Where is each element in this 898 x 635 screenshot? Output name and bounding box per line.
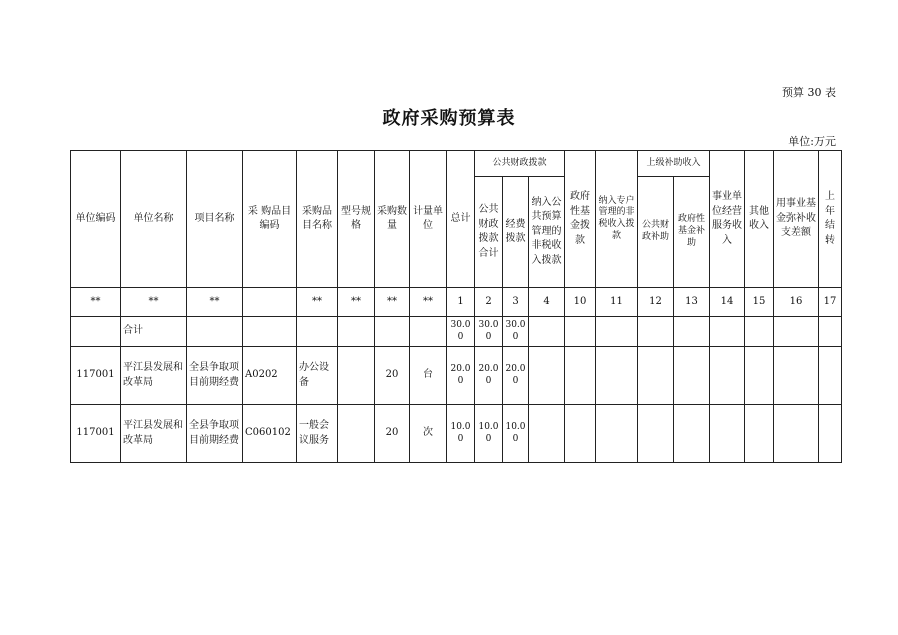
column-number-cell: 2 xyxy=(475,288,503,317)
subtotal-cell: 10.00 xyxy=(475,405,503,463)
column-number-cell: ** xyxy=(375,288,410,317)
empty-cell xyxy=(338,317,375,347)
item-code-cell: A0202 xyxy=(243,347,297,405)
header-special-account: 纳入专户管理的非税收入拨款 xyxy=(596,151,638,288)
header-public-finance-group: 公共财政拨款 xyxy=(475,151,565,177)
header-business-income: 事业单位经营服务收入 xyxy=(710,151,745,288)
empty-cell xyxy=(774,317,819,347)
procurement-budget-table xyxy=(70,150,842,463)
empty-cell xyxy=(565,347,596,405)
empty-cell xyxy=(745,405,774,463)
subtotal-cell: 20.00 xyxy=(475,347,503,405)
empty-cell xyxy=(529,405,565,463)
column-number-cell: 10 xyxy=(565,288,596,317)
header-carryover: 上年结转 xyxy=(819,151,842,288)
header-project-name: 项目名称 xyxy=(187,151,243,288)
empty-cell xyxy=(674,405,710,463)
empty-cell xyxy=(638,317,674,347)
spec-cell xyxy=(338,405,375,463)
column-number-cell: ** xyxy=(297,288,338,317)
expense-cell: 10.00 xyxy=(503,405,529,463)
page-title: 政府采购预算表 xyxy=(382,108,516,129)
empty-cell xyxy=(774,405,819,463)
empty-cell xyxy=(674,347,710,405)
column-number-cell: 13 xyxy=(674,288,710,317)
header-gov-fund: 政府性基金拨款 xyxy=(565,151,596,288)
header-item-name: 采购品目名称 xyxy=(297,151,338,288)
empty-cell xyxy=(819,317,842,347)
column-number-cell: ** xyxy=(187,288,243,317)
empty-cell xyxy=(243,317,297,347)
empty-cell xyxy=(596,347,638,405)
empty-cell xyxy=(71,317,121,347)
header-public-finance-subsidy: 公共财政补助 xyxy=(638,177,674,288)
column-number-cell: ** xyxy=(71,288,121,317)
header-unit-code: 单位编码 xyxy=(71,151,121,288)
column-number-cell: ** xyxy=(121,288,187,317)
header-other-income: 其他收入 xyxy=(745,151,774,288)
header-fund-balance: 用事业基金弥补收支差额 xyxy=(774,151,819,288)
unit-code-cell: 117001 xyxy=(71,405,121,463)
total-cell: 10.00 xyxy=(447,405,475,463)
total-amount: 30.00 xyxy=(447,317,475,347)
empty-cell xyxy=(638,347,674,405)
empty-cell xyxy=(565,405,596,463)
total-subtotal: 30.00 xyxy=(475,317,503,347)
empty-cell xyxy=(565,317,596,347)
empty-cell xyxy=(819,405,842,463)
unit-name-cell: 平江县发展和改革局 xyxy=(121,405,187,463)
empty-cell xyxy=(529,347,565,405)
header-quantity: 采购数量 xyxy=(375,151,410,288)
empty-cell xyxy=(187,317,243,347)
empty-cell xyxy=(529,317,565,347)
column-number-cell: 1 xyxy=(447,288,475,317)
unit-code-cell: 117001 xyxy=(71,347,121,405)
empty-cell xyxy=(745,347,774,405)
table-row xyxy=(71,405,842,463)
measure-cell: 次 xyxy=(410,405,447,463)
header-public-finance-subtotal: 公共财政拨款合计 xyxy=(475,177,503,288)
header-spec: 型号规格 xyxy=(338,151,375,288)
empty-cell xyxy=(410,317,447,347)
unit-label: 单位:万元 xyxy=(788,135,836,148)
empty-cell xyxy=(596,405,638,463)
empty-cell xyxy=(674,317,710,347)
column-number-cell: 14 xyxy=(710,288,745,317)
column-number-cell: 4 xyxy=(529,288,565,317)
empty-cell xyxy=(297,317,338,347)
empty-cell xyxy=(638,405,674,463)
expense-cell: 20.00 xyxy=(503,347,529,405)
total-row xyxy=(71,317,842,347)
column-number-cell: 12 xyxy=(638,288,674,317)
header-measure-unit: 计量单位 xyxy=(410,151,447,288)
header-row-1 xyxy=(71,151,842,177)
header-non-tax-income: 纳入公共预算管理的非税收入拨款 xyxy=(529,177,565,288)
column-number-cell: ** xyxy=(410,288,447,317)
total-expense: 30.00 xyxy=(503,317,529,347)
column-number-cell: 15 xyxy=(745,288,774,317)
project-cell: 全县争取项目前期经费 xyxy=(187,347,243,405)
empty-cell xyxy=(710,317,745,347)
column-number-cell: 11 xyxy=(596,288,638,317)
empty-cell xyxy=(375,317,410,347)
spec-cell xyxy=(338,347,375,405)
quantity-cell: 20 xyxy=(375,405,410,463)
column-number-cell: 16 xyxy=(774,288,819,317)
quantity-cell: 20 xyxy=(375,347,410,405)
header-unit-name: 单位名称 xyxy=(121,151,187,288)
column-number-cell: 17 xyxy=(819,288,842,317)
item-name-cell: 办公设备 xyxy=(297,347,338,405)
project-cell: 全县争取项目前期经费 xyxy=(187,405,243,463)
item-name-cell: 一般会议服务 xyxy=(297,405,338,463)
form-number: 预算 30 表 xyxy=(782,86,836,99)
empty-cell xyxy=(710,347,745,405)
empty-cell xyxy=(745,317,774,347)
column-number-cell: ** xyxy=(338,288,375,317)
header-expense-allocation: 经费拨款 xyxy=(503,177,529,288)
header-superior-subsidy-group: 上级补助收入 xyxy=(638,151,710,177)
column-number-cell xyxy=(243,288,297,317)
measure-cell: 台 xyxy=(410,347,447,405)
header-item-code: 采 购品目编码 xyxy=(243,151,297,288)
column-number-cell: 3 xyxy=(503,288,529,317)
header-gov-fund-subsidy: 政府性基金补助 xyxy=(674,177,710,288)
total-label: 合计 xyxy=(121,317,187,347)
empty-cell xyxy=(596,317,638,347)
table-row xyxy=(71,347,842,405)
item-code-cell: C060102 xyxy=(243,405,297,463)
total-cell: 20.00 xyxy=(447,347,475,405)
empty-cell xyxy=(710,405,745,463)
column-number-row xyxy=(71,288,842,317)
empty-cell xyxy=(819,347,842,405)
empty-cell xyxy=(774,347,819,405)
header-total: 总计 xyxy=(447,151,475,288)
unit-name-cell: 平江县发展和改革局 xyxy=(121,347,187,405)
